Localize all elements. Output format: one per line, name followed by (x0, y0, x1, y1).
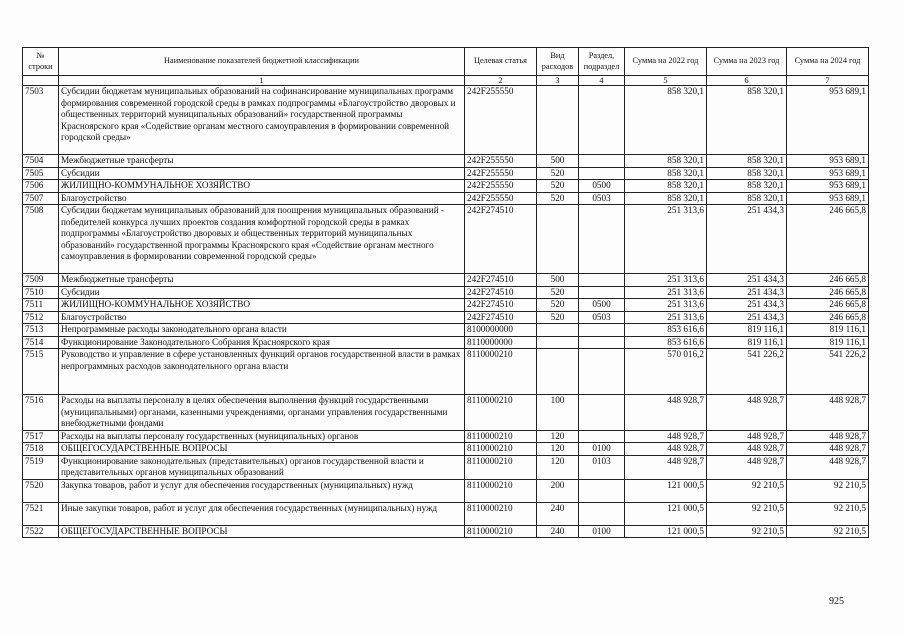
target-cell: 8110000210 (465, 443, 537, 456)
exp-type-cell: 200 (537, 479, 579, 502)
header-exp-type: Вид расходов (537, 48, 579, 76)
table-row (23, 180, 869, 193)
table-row (23, 395, 869, 431)
sum-2022-cell: 853 616,6 (625, 336, 707, 349)
section-cell: 0100 (579, 443, 625, 456)
sum-2022-cell: 121 000,5 (625, 479, 707, 502)
name-cell: Расходы на выплаты персоналу в целях обеспечения выполнения функций государственными (муниципальными) органами, казенными учреждениями, органами управления государственными внебюджетными фондами (59, 395, 465, 431)
sum-2022-cell: 448 928,7 (625, 430, 707, 443)
section-cell (579, 86, 625, 155)
sum-2022-cell: 858 320,1 (625, 167, 707, 180)
table-row (23, 430, 869, 443)
section-cell (579, 430, 625, 443)
sum-2022-cell: 858 320,1 (625, 155, 707, 168)
row-number-cell: 7519 (23, 455, 59, 479)
sum-2023-cell: 251 434,3 (707, 274, 787, 287)
exp-type-cell (537, 349, 579, 395)
row-number-cell: 7511 (23, 299, 59, 312)
col-num: 7 (787, 76, 869, 86)
table-row (23, 525, 869, 538)
sum-2024-cell: 92 210,5 (787, 502, 869, 525)
target-cell: 242F255550 (465, 192, 537, 205)
header-section: Раздел, подраздел (579, 48, 625, 76)
sum-2023-cell: 448 928,7 (707, 430, 787, 443)
sum-2024-cell: 819 116,1 (787, 336, 869, 349)
exp-type-cell: 500 (537, 155, 579, 168)
exp-type-cell: 240 (537, 502, 579, 525)
exp-type-cell: 520 (537, 311, 579, 324)
section-cell (579, 349, 625, 395)
col-num (23, 76, 59, 86)
section-cell (579, 155, 625, 168)
target-cell: 242F274510 (465, 311, 537, 324)
exp-type-cell: 100 (537, 395, 579, 431)
table-row (23, 286, 869, 299)
name-cell: Межбюджетные трансферты (59, 155, 465, 168)
name-cell: Непрограммные расходы законодательного органа власти (59, 324, 465, 337)
target-cell: 8110000210 (465, 502, 537, 525)
table-row (23, 455, 869, 479)
exp-type-cell: 120 (537, 430, 579, 443)
section-cell: 0500 (579, 299, 625, 312)
sum-2024-cell: 92 210,5 (787, 525, 869, 538)
sum-2022-cell: 121 000,5 (625, 502, 707, 525)
sum-2022-cell: 858 320,1 (625, 192, 707, 205)
sum-2023-cell: 92 210,5 (707, 502, 787, 525)
table-row (23, 349, 869, 395)
target-cell: 242F255550 (465, 86, 537, 155)
row-number-cell: 7515 (23, 349, 59, 395)
sum-2023-cell: 448 928,7 (707, 443, 787, 456)
exp-type-cell (537, 205, 579, 274)
name-cell: Функционирование Законодательного Собрания Красноярского края (59, 336, 465, 349)
sum-2022-cell: 853 616,6 (625, 324, 707, 337)
table-row (23, 86, 869, 155)
name-cell: Благоустройство (59, 192, 465, 205)
table-row (23, 167, 869, 180)
sum-2023-cell: 92 210,5 (707, 479, 787, 502)
row-number-cell: 7521 (23, 502, 59, 525)
sum-2024-cell: 246 665,8 (787, 286, 869, 299)
section-cell: 0500 (579, 180, 625, 193)
row-number-cell: 7509 (23, 274, 59, 287)
sum-2022-cell: 570 016,2 (625, 349, 707, 395)
header-row (23, 48, 869, 76)
section-cell (579, 286, 625, 299)
sum-2023-cell: 858 320,1 (707, 180, 787, 193)
name-cell: Функционирование законодательных (представительных) органов государственной власти и представительных органов муниципальных образований (59, 455, 465, 479)
table-row (23, 299, 869, 312)
sum-2023-cell: 251 434,3 (707, 311, 787, 324)
table-row (23, 336, 869, 349)
sum-2024-cell: 819 116,1 (787, 324, 869, 337)
sum-2024-cell: 448 928,7 (787, 455, 869, 479)
col-num: 1 (59, 76, 465, 86)
target-cell: 8110000210 (465, 479, 537, 502)
table-row (23, 479, 869, 502)
sum-2023-cell: 858 320,1 (707, 155, 787, 168)
target-cell: 8110000210 (465, 455, 537, 479)
sum-2024-cell: 953 689,1 (787, 180, 869, 193)
col-num: 6 (707, 76, 787, 86)
sum-2022-cell: 251 313,6 (625, 274, 707, 287)
sum-2023-cell: 858 320,1 (707, 167, 787, 180)
sum-2022-cell: 251 313,6 (625, 311, 707, 324)
section-cell: 0100 (579, 525, 625, 538)
exp-type-cell: 120 (537, 443, 579, 456)
exp-type-cell: 500 (537, 274, 579, 287)
row-number-cell: 7520 (23, 479, 59, 502)
col-num: 3 (537, 76, 579, 86)
table-row (23, 502, 869, 525)
exp-type-cell (537, 336, 579, 349)
target-cell: 8110000210 (465, 430, 537, 443)
target-cell: 242F255550 (465, 155, 537, 168)
sum-2024-cell: 448 928,7 (787, 430, 869, 443)
name-cell: ОБЩЕГОСУДАРСТВЕННЫЕ ВОПРОСЫ (59, 525, 465, 538)
sum-2022-cell: 251 313,6 (625, 205, 707, 274)
header-name: Наименование показателей бюджетной классификации (59, 48, 465, 76)
target-cell: 8110000210 (465, 349, 537, 395)
section-cell (579, 205, 625, 274)
section-cell: 0503 (579, 192, 625, 205)
header-sum-2022: Сумма на 2022 год (625, 48, 707, 76)
page-number: 925 (829, 596, 844, 607)
section-cell (579, 479, 625, 502)
target-cell: 8110000000 (465, 336, 537, 349)
sum-2024-cell: 953 689,1 (787, 155, 869, 168)
exp-type-cell: 120 (537, 455, 579, 479)
name-cell: Субсидии (59, 167, 465, 180)
section-cell (579, 324, 625, 337)
name-cell: Закупка товаров, работ и услуг для обеспечения государственных (муниципальных) нужд (59, 479, 465, 502)
sum-2022-cell: 251 313,6 (625, 299, 707, 312)
sum-2023-cell: 858 320,1 (707, 192, 787, 205)
column-number-row (23, 76, 869, 86)
header-sum-2024: Сумма на 2024 год (787, 48, 869, 76)
section-cell (579, 395, 625, 431)
sum-2024-cell: 92 210,5 (787, 479, 869, 502)
row-number-cell: 7522 (23, 525, 59, 538)
sum-2023-cell: 448 928,7 (707, 455, 787, 479)
sum-2024-cell: 953 689,1 (787, 192, 869, 205)
sum-2022-cell: 121 000,5 (625, 525, 707, 538)
budget-table (22, 47, 869, 538)
target-cell: 242F274510 (465, 299, 537, 312)
name-cell: Субсидии бюджетам муниципальных образований на софинансирование муниципальных программ формирования современной городской среды в рамках подпрограммы «Благоустройство дворовых и общественных территорий муниципальных образований» государственной программы Красноярского края «Содействие органам местного самоуправления в формировании современной городской среды» (59, 86, 465, 155)
section-cell (579, 274, 625, 287)
target-cell: 242F255550 (465, 167, 537, 180)
sum-2023-cell: 819 116,1 (707, 324, 787, 337)
name-cell: ОБЩЕГОСУДАРСТВЕННЫЕ ВОПРОСЫ (59, 443, 465, 456)
name-cell: Субсидии (59, 286, 465, 299)
sum-2024-cell: 246 665,8 (787, 311, 869, 324)
sum-2024-cell: 953 689,1 (787, 86, 869, 155)
sum-2024-cell: 448 928,7 (787, 443, 869, 456)
row-number-cell: 7516 (23, 395, 59, 431)
section-cell (579, 502, 625, 525)
table-row (23, 192, 869, 205)
exp-type-cell (537, 324, 579, 337)
sum-2023-cell: 92 210,5 (707, 525, 787, 538)
name-cell: Межбюджетные трансферты (59, 274, 465, 287)
sum-2022-cell: 448 928,7 (625, 455, 707, 479)
col-num: 5 (625, 76, 707, 86)
sum-2023-cell: 251 434,3 (707, 286, 787, 299)
exp-type-cell: 240 (537, 525, 579, 538)
exp-type-cell: 520 (537, 286, 579, 299)
row-number-cell: 7505 (23, 167, 59, 180)
target-cell: 242F274510 (465, 274, 537, 287)
sum-2022-cell: 448 928,7 (625, 443, 707, 456)
row-number-cell: 7518 (23, 443, 59, 456)
exp-type-cell: 520 (537, 192, 579, 205)
table-row (23, 443, 869, 456)
sum-2023-cell: 819 116,1 (707, 336, 787, 349)
sum-2022-cell: 858 320,1 (625, 86, 707, 155)
name-cell: ЖИЛИЩНО-КОММУНАЛЬНОЕ ХОЗЯЙСТВО (59, 180, 465, 193)
sum-2024-cell: 541 226,2 (787, 349, 869, 395)
name-cell: Благоустройство (59, 311, 465, 324)
sum-2023-cell: 858 320,1 (707, 86, 787, 155)
sum-2024-cell: 448 928,7 (787, 395, 869, 431)
col-num: 2 (465, 76, 537, 86)
row-number-cell: 7517 (23, 430, 59, 443)
sum-2024-cell: 246 665,8 (787, 274, 869, 287)
name-cell: Руководство и управление в сфере установленных функций органов государственной власти в рамках непрограммных расходов законодательного органа власти (59, 349, 465, 395)
section-cell: 0103 (579, 455, 625, 479)
header-row-no: № строки (23, 48, 59, 76)
row-number-cell: 7503 (23, 86, 59, 155)
sum-2024-cell: 246 665,8 (787, 205, 869, 274)
row-number-cell: 7513 (23, 324, 59, 337)
table-row (23, 155, 869, 168)
table-row (23, 205, 869, 274)
row-number-cell: 7504 (23, 155, 59, 168)
exp-type-cell (537, 86, 579, 155)
exp-type-cell: 520 (537, 167, 579, 180)
table-row (23, 324, 869, 337)
sum-2022-cell: 858 320,1 (625, 180, 707, 193)
name-cell: ЖИЛИЩНО-КОММУНАЛЬНОЕ ХОЗЯЙСТВО (59, 299, 465, 312)
sum-2023-cell: 251 434,3 (707, 299, 787, 312)
section-cell (579, 336, 625, 349)
sum-2024-cell: 953 689,1 (787, 167, 869, 180)
row-number-cell: 7506 (23, 180, 59, 193)
target-cell: 8110000210 (465, 395, 537, 431)
row-number-cell: 7512 (23, 311, 59, 324)
section-cell (579, 167, 625, 180)
header-target: Целевая статья (465, 48, 537, 76)
sum-2023-cell: 448 928,7 (707, 395, 787, 431)
sum-2022-cell: 448 928,7 (625, 395, 707, 431)
col-num: 4 (579, 76, 625, 86)
table-row (23, 274, 869, 287)
row-number-cell: 7507 (23, 192, 59, 205)
table-row (23, 311, 869, 324)
target-cell: 242F255550 (465, 180, 537, 193)
exp-type-cell: 520 (537, 299, 579, 312)
row-number-cell: 7510 (23, 286, 59, 299)
sum-2024-cell: 246 665,8 (787, 299, 869, 312)
exp-type-cell: 520 (537, 180, 579, 193)
section-cell: 0503 (579, 311, 625, 324)
sum-2023-cell: 541 226,2 (707, 349, 787, 395)
sum-2023-cell: 251 434,3 (707, 205, 787, 274)
target-cell: 8100000000 (465, 324, 537, 337)
sum-2022-cell: 251 313,6 (625, 286, 707, 299)
header-sum-2023: Сумма на 2023 год (707, 48, 787, 76)
row-number-cell: 7508 (23, 205, 59, 274)
name-cell: Субсидии бюджетам муниципальных образований для поощрения муниципальных образований - победителей конкурса лучших проектов создания комфортной городской среды в рамках подпрограммы «Благоустройство дворовых и общественных территорий муниципальных образований» государственной программы Красноярского края «Содействие органам местного самоуправления в формировании современной городской среды» (59, 205, 465, 274)
target-cell: 8110000210 (465, 525, 537, 538)
target-cell: 242F274510 (465, 286, 537, 299)
target-cell: 242F274510 (465, 205, 537, 274)
name-cell: Расходы на выплаты персоналу государственных (муниципальных) органов (59, 430, 465, 443)
row-number-cell: 7514 (23, 336, 59, 349)
name-cell: Иные закупки товаров, работ и услуг для обеспечения государственных (муниципальных) нужд (59, 502, 465, 525)
